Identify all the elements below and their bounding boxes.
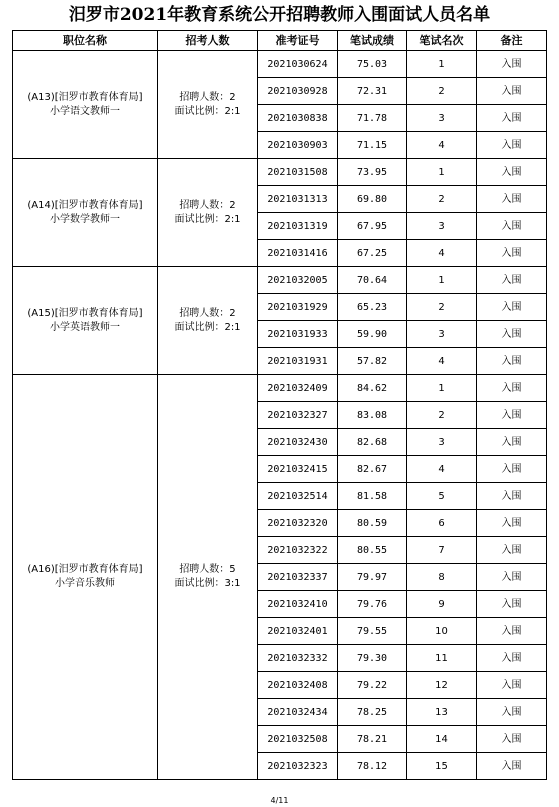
exam-id-cell: 2021032514 [258, 483, 338, 510]
score-cell: 83.08 [338, 402, 407, 429]
note-cell: 入围 [477, 240, 547, 267]
rank-cell: 2 [407, 402, 477, 429]
exam-id-cell: 2021032401 [258, 618, 338, 645]
score-cell: 79.55 [338, 618, 407, 645]
rank-cell: 4 [407, 240, 477, 267]
exam-id-cell: 2021032320 [258, 510, 338, 537]
recruit-count-cell [158, 51, 258, 159]
note-cell: 入围 [477, 402, 547, 429]
exam-id-cell: 2021032508 [258, 726, 338, 753]
note-cell: 入围 [477, 132, 547, 159]
score-cell: 81.58 [338, 483, 407, 510]
rank-cell: 6 [407, 510, 477, 537]
interview-ratio: 面试比例：2:1 [174, 213, 241, 225]
rank-cell: 3 [407, 321, 477, 348]
exam-id-cell: 2021032323 [258, 753, 338, 780]
rank-cell: 12 [407, 672, 477, 699]
note-cell: 入围 [477, 321, 547, 348]
header-count: 招考人数 [158, 31, 258, 51]
exam-id-cell: 2021031933 [258, 321, 338, 348]
exam-id-cell: 2021032337 [258, 564, 338, 591]
score-cell: 59.90 [338, 321, 407, 348]
note-cell: 入围 [477, 294, 547, 321]
note-cell: 入围 [477, 105, 547, 132]
rank-cell: 2 [407, 186, 477, 213]
position-code: (A16)[汨罗市教育体育局] [27, 564, 143, 575]
note-cell: 入围 [477, 618, 547, 645]
note-cell: 入围 [477, 483, 547, 510]
position-title: 小学语文教师一 [50, 105, 120, 117]
score-cell: 67.95 [338, 213, 407, 240]
rank-cell: 4 [407, 348, 477, 375]
recruit-count: 招聘人数：2 [179, 307, 236, 319]
rank-cell: 2 [407, 78, 477, 105]
score-cell: 82.67 [338, 456, 407, 483]
exam-id-cell: 2021032430 [258, 429, 338, 456]
rank-cell: 11 [407, 645, 477, 672]
score-cell: 70.64 [338, 267, 407, 294]
note-cell: 入围 [477, 564, 547, 591]
page-number: 4/11 [270, 796, 289, 805]
rank-cell: 14 [407, 726, 477, 753]
header-score: 笔试成绩 [338, 31, 407, 51]
table-row [13, 159, 547, 186]
position-title: 小学英语教师一 [50, 321, 120, 333]
header-exam-id: 准考证号 [258, 31, 338, 51]
recruit-count-cell [158, 375, 258, 780]
recruit-count: 招聘人数：5 [179, 564, 236, 575]
interview-ratio: 面试比例：2:1 [174, 105, 241, 117]
rank-cell: 1 [407, 51, 477, 78]
note-cell: 入围 [477, 699, 547, 726]
position-cell [13, 159, 158, 267]
rank-cell: 3 [407, 105, 477, 132]
table-header-row [13, 31, 547, 51]
note-cell: 入围 [477, 429, 547, 456]
score-cell: 82.68 [338, 429, 407, 456]
note-cell: 入围 [477, 159, 547, 186]
exam-id-cell: 2021031319 [258, 213, 338, 240]
exam-id-cell: 2021030928 [258, 78, 338, 105]
exam-id-cell: 2021032410 [258, 591, 338, 618]
position-title: 小学数学教师一 [50, 213, 120, 225]
interview-ratio: 面试比例：3:1 [174, 578, 241, 589]
note-cell: 入围 [477, 591, 547, 618]
note-cell: 入围 [477, 537, 547, 564]
note-cell: 入围 [477, 51, 547, 78]
exam-id-cell: 2021032408 [258, 672, 338, 699]
note-cell: 入围 [477, 78, 547, 105]
exam-id-cell: 2021032327 [258, 402, 338, 429]
exam-id-cell: 2021031416 [258, 240, 338, 267]
rank-cell: 13 [407, 699, 477, 726]
exam-id-cell: 2021032005 [258, 267, 338, 294]
exam-id-cell: 2021032415 [258, 456, 338, 483]
rank-cell: 4 [407, 132, 477, 159]
exam-id-cell: 2021032409 [258, 375, 338, 402]
header-rank: 笔试名次 [407, 31, 477, 51]
score-cell: 75.03 [338, 51, 407, 78]
rank-cell: 8 [407, 564, 477, 591]
table-row [13, 267, 547, 294]
score-cell: 65.23 [338, 294, 407, 321]
note-cell: 入围 [477, 726, 547, 753]
score-cell: 71.15 [338, 132, 407, 159]
score-cell: 78.12 [338, 753, 407, 780]
rank-cell: 3 [407, 429, 477, 456]
score-cell: 78.21 [338, 726, 407, 753]
score-cell: 67.25 [338, 240, 407, 267]
note-cell: 入围 [477, 645, 547, 672]
exam-id-cell: 2021031929 [258, 294, 338, 321]
exam-id-cell: 2021032332 [258, 645, 338, 672]
score-cell: 79.76 [338, 591, 407, 618]
rank-cell: 15 [407, 753, 477, 780]
position-code: (A15)[汨罗市教育体育局] [27, 307, 143, 319]
exam-id-cell: 2021032322 [258, 537, 338, 564]
note-cell: 入围 [477, 267, 547, 294]
rank-cell: 9 [407, 591, 477, 618]
header-position: 职位名称 [13, 31, 158, 51]
position-code: (A14)[汨罗市教育体育局] [27, 199, 143, 211]
table-row [13, 51, 547, 78]
score-cell: 73.95 [338, 159, 407, 186]
recruit-count: 招聘人数：2 [179, 199, 236, 211]
recruit-count: 招聘人数：2 [179, 91, 236, 103]
rank-cell: 3 [407, 213, 477, 240]
rank-cell: 2 [407, 294, 477, 321]
note-cell: 入围 [477, 753, 547, 780]
note-cell: 入围 [477, 348, 547, 375]
exam-id-cell: 2021032434 [258, 699, 338, 726]
table-row [13, 375, 547, 402]
score-cell: 69.80 [338, 186, 407, 213]
score-cell: 79.30 [338, 645, 407, 672]
note-cell: 入围 [477, 213, 547, 240]
position-cell [13, 375, 158, 780]
position-cell [13, 51, 158, 159]
recruit-count-cell [158, 159, 258, 267]
rank-cell: 4 [407, 456, 477, 483]
score-cell: 84.62 [338, 375, 407, 402]
score-cell: 78.25 [338, 699, 407, 726]
exam-id-cell: 2021030838 [258, 105, 338, 132]
exam-id-cell: 2021031313 [258, 186, 338, 213]
note-cell: 入围 [477, 510, 547, 537]
header-note: 备注 [477, 31, 547, 51]
rank-cell: 1 [407, 267, 477, 294]
score-cell: 79.22 [338, 672, 407, 699]
table-body [13, 51, 547, 780]
recruit-count-cell [158, 267, 258, 375]
position-cell [13, 267, 158, 375]
exam-id-cell: 2021031931 [258, 348, 338, 375]
rank-cell: 1 [407, 159, 477, 186]
score-cell: 72.31 [338, 78, 407, 105]
exam-id-cell: 2021030624 [258, 51, 338, 78]
candidate-table [12, 30, 547, 780]
note-cell: 入围 [477, 186, 547, 213]
rank-cell: 5 [407, 483, 477, 510]
rank-cell: 7 [407, 537, 477, 564]
score-cell: 80.55 [338, 537, 407, 564]
rank-cell: 1 [407, 375, 477, 402]
note-cell: 入围 [477, 672, 547, 699]
score-cell: 80.59 [338, 510, 407, 537]
exam-id-cell: 2021030903 [258, 132, 338, 159]
score-cell: 79.97 [338, 564, 407, 591]
score-cell: 57.82 [338, 348, 407, 375]
note-cell: 入围 [477, 375, 547, 402]
score-cell: 71.78 [338, 105, 407, 132]
position-code: (A13)[汨罗市教育体育局] [27, 91, 143, 103]
exam-id-cell: 2021031508 [258, 159, 338, 186]
position-title: 小学音乐教师 [55, 578, 115, 589]
interview-ratio: 面试比例：2:1 [174, 321, 241, 333]
page-title: 汨罗市2021年教育系统公开招聘教师入围面试人员名单 [68, 5, 491, 25]
note-cell: 入围 [477, 456, 547, 483]
rank-cell: 10 [407, 618, 477, 645]
